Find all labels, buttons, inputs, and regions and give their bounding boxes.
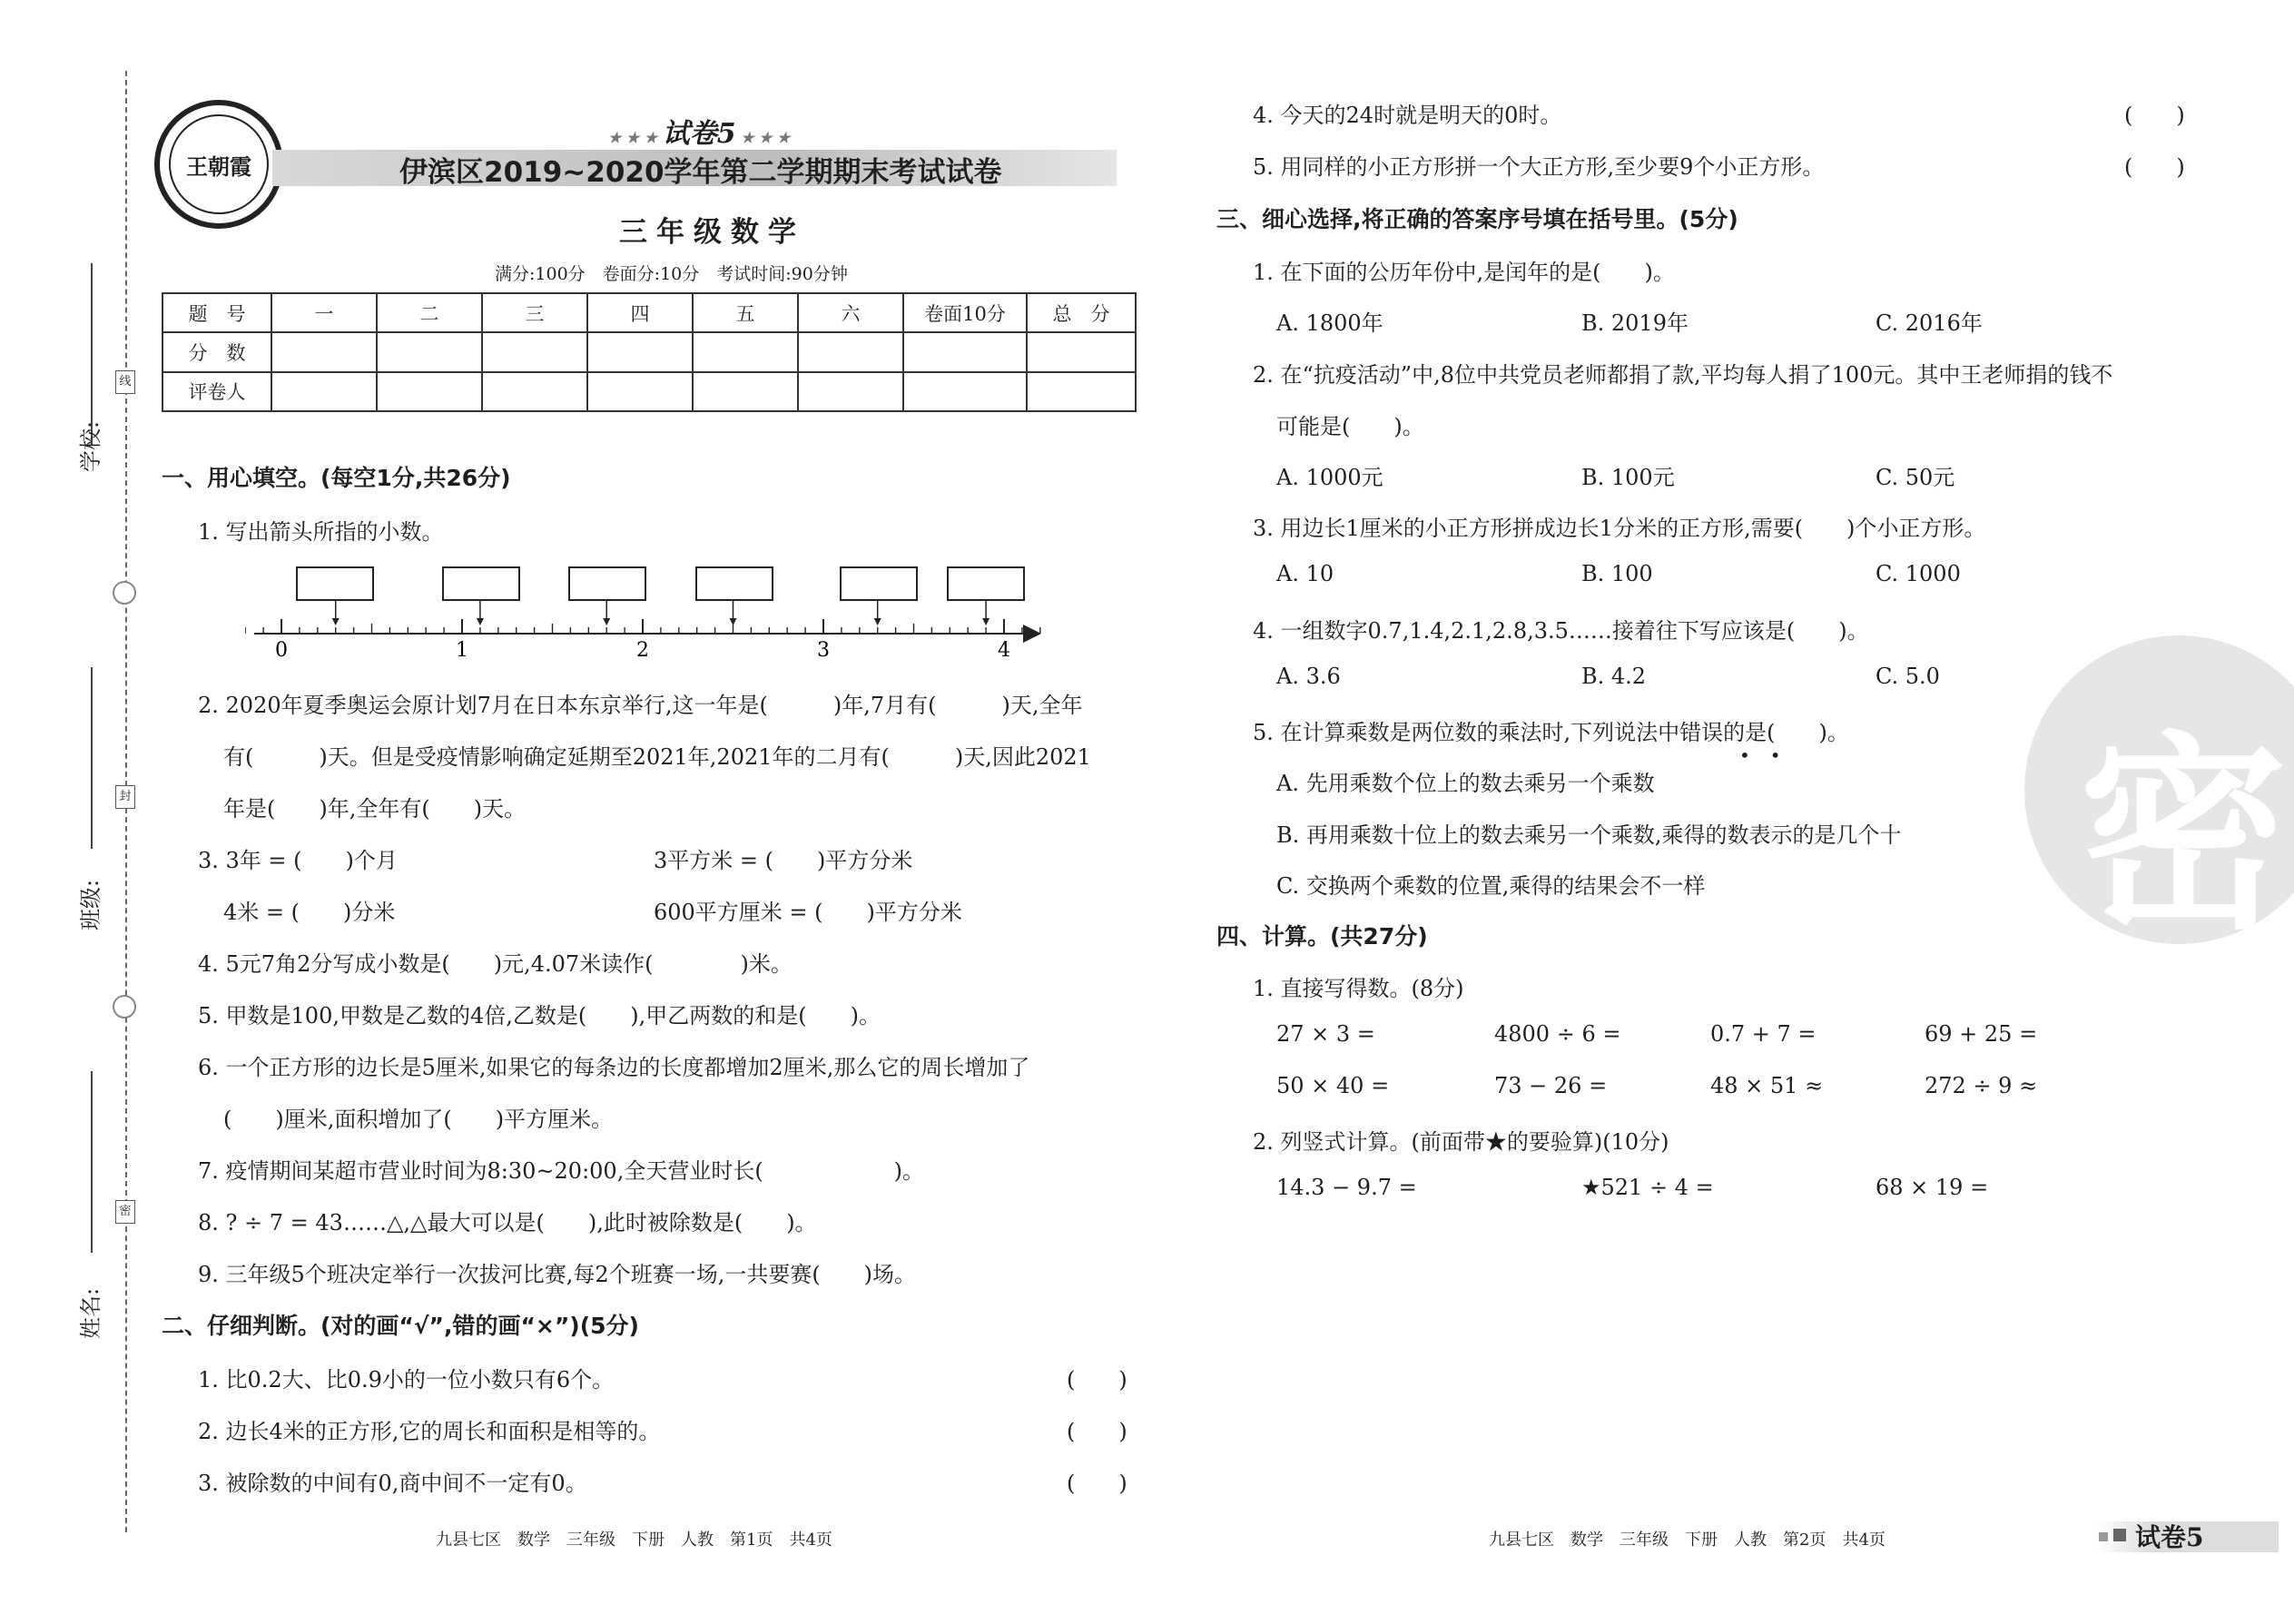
- expression: 0.7 + 7 =: [1710, 1021, 1816, 1047]
- option: A. 1800年: [1276, 310, 1383, 336]
- question-text: 1. 在下面的公历年份中,是闰年的是( )。: [1253, 260, 1675, 285]
- watermark-text: 密: [2079, 715, 2289, 944]
- question-text: 4. 5元7角2分写成小数是( )元,4.07米读作( )米。: [198, 951, 793, 977]
- answer-box[interactable]: [569, 567, 645, 600]
- option: A. 先用乘数个位上的数去乘另一个乘数: [1276, 771, 1655, 796]
- question-text: 3. 3年 = ( )个月: [198, 848, 398, 873]
- grader-cell[interactable]: [1027, 372, 1136, 411]
- section-title: 二、仔细判断。(对的画“√”,错的画“×”)(5分): [162, 1313, 639, 1339]
- arrow-head-icon: [730, 618, 737, 625]
- question-text: 4. 一组数字0.7,1.4,2.1,2.8,3.5……接着往下写应该是( )。: [1253, 618, 1869, 644]
- expression: 48 × 51 ≈: [1710, 1073, 1824, 1098]
- grader-cell[interactable]: [903, 372, 1027, 411]
- grader-cell[interactable]: [798, 372, 903, 411]
- class-line: [91, 667, 93, 849]
- series-label: ★ ★ ★ 试卷5 ★ ★ ★: [608, 118, 791, 150]
- arrow-head-icon: [874, 618, 881, 625]
- grader-cell[interactable]: [271, 372, 377, 411]
- question-text: 3. 用边长1厘米的小正方形拼成边长1分米的正方形,需要( )个小正方形。: [1253, 516, 1986, 541]
- question-text: 3. 被除数的中间有0,商中间不一定有0。: [198, 1471, 587, 1496]
- expression: 73 − 26 =: [1494, 1073, 1608, 1098]
- answer-paren[interactable]: ( ): [2124, 154, 2185, 180]
- footer-left: 九县七区 数学 三年级 下册 人教 第1页 共4页: [436, 1530, 832, 1550]
- row-header: 评卷人: [162, 372, 271, 411]
- score-cell[interactable]: [1027, 332, 1136, 371]
- arrow-head-icon: [477, 618, 484, 625]
- class-label: 班级:: [78, 879, 103, 930]
- row-header: 题 号: [162, 293, 271, 332]
- emphasis-dots: ••: [1739, 744, 1801, 766]
- option: B. 100: [1581, 561, 1653, 586]
- question-text: 9. 三年级5个班决定举行一次拔河比赛,每2个班赛一场,一共要赛( )场。: [198, 1262, 917, 1287]
- question-text: 3平方米 = ( )平方分米: [654, 848, 913, 873]
- number-line-ticks: [245, 619, 1040, 634]
- option: B. 100元: [1581, 465, 1675, 490]
- question-text: 5. 用同样的小正方形拼一个大正方形,至少要9个小正方形。: [1253, 154, 1825, 180]
- answer-boxes: [297, 567, 1024, 625]
- section-title: 四、计算。(共27分): [1216, 923, 1428, 950]
- answer-paren[interactable]: ( ): [1067, 1367, 1127, 1393]
- question-text: 可能是( )。: [1276, 414, 1424, 439]
- score-table: [162, 292, 1137, 412]
- question-text: 600平方厘米 = ( )平方分米: [654, 900, 962, 925]
- tick-label: 0: [275, 639, 288, 662]
- option: A. 10: [1276, 561, 1334, 586]
- answer-box[interactable]: [443, 567, 519, 600]
- score-cell[interactable]: [377, 332, 482, 371]
- grader-cell[interactable]: [693, 372, 798, 411]
- question-text: ( )厘米,面积增加了( )平方厘米。: [223, 1107, 614, 1132]
- logo-text: 王朝霞: [169, 114, 269, 214]
- star-icon: ★ ★ ★: [608, 129, 663, 146]
- secret-mark: 密: [115, 1200, 135, 1224]
- column-header: 卷面10分: [903, 293, 1027, 332]
- expression: 69 + 25 =: [1925, 1021, 2038, 1047]
- answer-paren[interactable]: ( ): [1067, 1419, 1127, 1444]
- option: A. 3.6: [1276, 664, 1341, 689]
- answer-paren[interactable]: ( ): [1067, 1471, 1127, 1496]
- question-text: 2. 列竖式计算。(前面带★的要验算)(10分): [1253, 1129, 1669, 1155]
- square-icon: [2099, 1532, 2108, 1541]
- option: C. 5.0: [1876, 664, 1940, 689]
- option: B. 4.2: [1581, 664, 1647, 689]
- score-cell[interactable]: [271, 332, 377, 371]
- column-header: 二: [377, 293, 482, 332]
- question-text: 年是( )年,全年有( )天。: [223, 796, 527, 822]
- column-header: 总 分: [1027, 293, 1136, 332]
- column-header: 五: [693, 293, 798, 332]
- score-cell[interactable]: [482, 332, 587, 371]
- footer-right: 九县七区 数学 三年级 下册 人教 第2页 共4页: [1489, 1530, 1885, 1550]
- expression: 50 × 40 =: [1276, 1073, 1390, 1098]
- option: C. 1000: [1876, 561, 1961, 586]
- arrow-head-icon: [982, 618, 989, 625]
- grader-cell[interactable]: [587, 372, 693, 411]
- question-text: 5. 在计算乘数是两位数的乘法时,下列说法中错误的是( )。: [1253, 720, 1849, 745]
- answer-paren[interactable]: ( ): [2124, 103, 2185, 128]
- question-text: 7. 疫情期间某超市营业时间为8:30~20:00,全天营业时长( )。: [198, 1158, 925, 1184]
- question-text: 1. 比0.2大、比0.9小的一位小数只有6个。: [198, 1367, 615, 1393]
- column-header: 一: [271, 293, 377, 332]
- grader-cell[interactable]: [377, 372, 482, 411]
- question-text: 6. 一个正方形的边长是5厘米,如果它的每条边的长度都增加2厘米,那么它的周长增加了: [198, 1055, 1030, 1080]
- section-title: 三、细心选择,将正确的答案序号填在括号里。(5分): [1216, 206, 1738, 232]
- question-text: 8. ? ÷ 7 = 43……△,△最大可以是( ),此时被除数是( )。: [198, 1210, 817, 1235]
- section-title: 一、用心填空。(每空1分,共26分): [162, 465, 511, 491]
- column-header: 四: [587, 293, 693, 332]
- number-line: [245, 558, 1053, 663]
- question-text: 4米 = ( )分米: [223, 900, 396, 925]
- expression: 4800 ÷ 6 =: [1494, 1021, 1621, 1047]
- tick-label: 1: [456, 639, 468, 662]
- school-label: 学校:: [78, 420, 103, 472]
- exam-info: 满分:100分 卷面分:10分 考试时间:90分钟: [495, 264, 848, 284]
- expression: 27 × 3 =: [1276, 1021, 1375, 1047]
- answer-box[interactable]: [841, 567, 917, 600]
- option: C. 2016年: [1876, 310, 1983, 336]
- question-text: 5. 甲数是100,甲数是乙数的4倍,乙数是( ),甲乙两数的和是( )。: [198, 1003, 881, 1029]
- tick-label: 2: [636, 639, 649, 662]
- tick-label: 3: [817, 639, 830, 662]
- row-header: 分 数: [162, 332, 271, 371]
- scissors-icon: [113, 995, 136, 1019]
- answer-box[interactable]: [948, 567, 1024, 600]
- expression: 14.3 − 9.7 =: [1276, 1175, 1417, 1200]
- score-cell[interactable]: [798, 332, 903, 371]
- tick-label: 4: [998, 639, 1010, 662]
- question-text: 4. 今天的24时就是明天的0时。: [1253, 103, 1562, 128]
- grader-cell[interactable]: [482, 372, 587, 411]
- exam-title: 伊滨区2019~2020学年第二学期期末考试试卷: [399, 156, 1002, 189]
- score-cell[interactable]: [693, 332, 798, 371]
- question-text: 2. 2020年夏季奥运会原计划7月在日本东京举行,这一年是( )年,7月有( )天,全年: [198, 693, 1083, 718]
- answer-box[interactable]: [696, 567, 773, 600]
- column-header: 六: [798, 293, 903, 332]
- name-label: 姓名:: [78, 1287, 103, 1339]
- option: B. 再用乘数十位上的数去乘另一个乘数,乘得的数表示的是几个十: [1276, 822, 1902, 848]
- arrow-head-icon: [603, 618, 610, 625]
- square-icon: [2113, 1529, 2126, 1541]
- arrow-head-icon: [332, 618, 340, 625]
- question-text: 1. 写出箭头所指的小数。: [198, 519, 444, 545]
- answer-box[interactable]: [297, 567, 373, 600]
- footer-badge: 试卷5: [2135, 1522, 2204, 1552]
- expression: ★521 ÷ 4 =: [1581, 1175, 1714, 1200]
- line-mark: 线: [115, 370, 135, 394]
- score-cell[interactable]: [587, 332, 693, 371]
- option: A. 1000元: [1276, 465, 1383, 490]
- star-icon: ★ ★ ★: [735, 129, 791, 146]
- question-text: 1. 直接写得数。(8分): [1253, 976, 1464, 1001]
- option: C. 交换两个乘数的位置,乘得的结果会不一样: [1276, 873, 1706, 899]
- question-text: 2. 在“抗疫活动”中,8位中共党员老师都捐了款,平均每人捐了100元。其中王老师捐的钱不: [1253, 362, 2113, 388]
- logo-seal: [154, 100, 283, 229]
- scissors-icon: [113, 581, 136, 605]
- tick-labels: [275, 639, 1010, 662]
- subject-title: 三年级数学: [619, 216, 805, 249]
- expression: 272 ÷ 9 ≈: [1925, 1073, 2038, 1098]
- option: B. 2019年: [1581, 310, 1689, 336]
- question-text: 2. 边长4米的正方形,它的周长和面积是相等的。: [198, 1419, 661, 1444]
- secret-watermark: [2024, 635, 2294, 944]
- seal-mark: 封: [115, 785, 135, 809]
- column-header: 三: [482, 293, 587, 332]
- question-text: 有( )天。但是受疫情影响确定延期至2021年,2021年的二月有( )天,因此2021: [223, 744, 1091, 770]
- expression: 68 × 19 =: [1876, 1175, 1989, 1200]
- name-line: [91, 1071, 93, 1253]
- school-line: [91, 263, 93, 445]
- option: C. 50元: [1876, 465, 1955, 490]
- score-cell[interactable]: [903, 332, 1027, 371]
